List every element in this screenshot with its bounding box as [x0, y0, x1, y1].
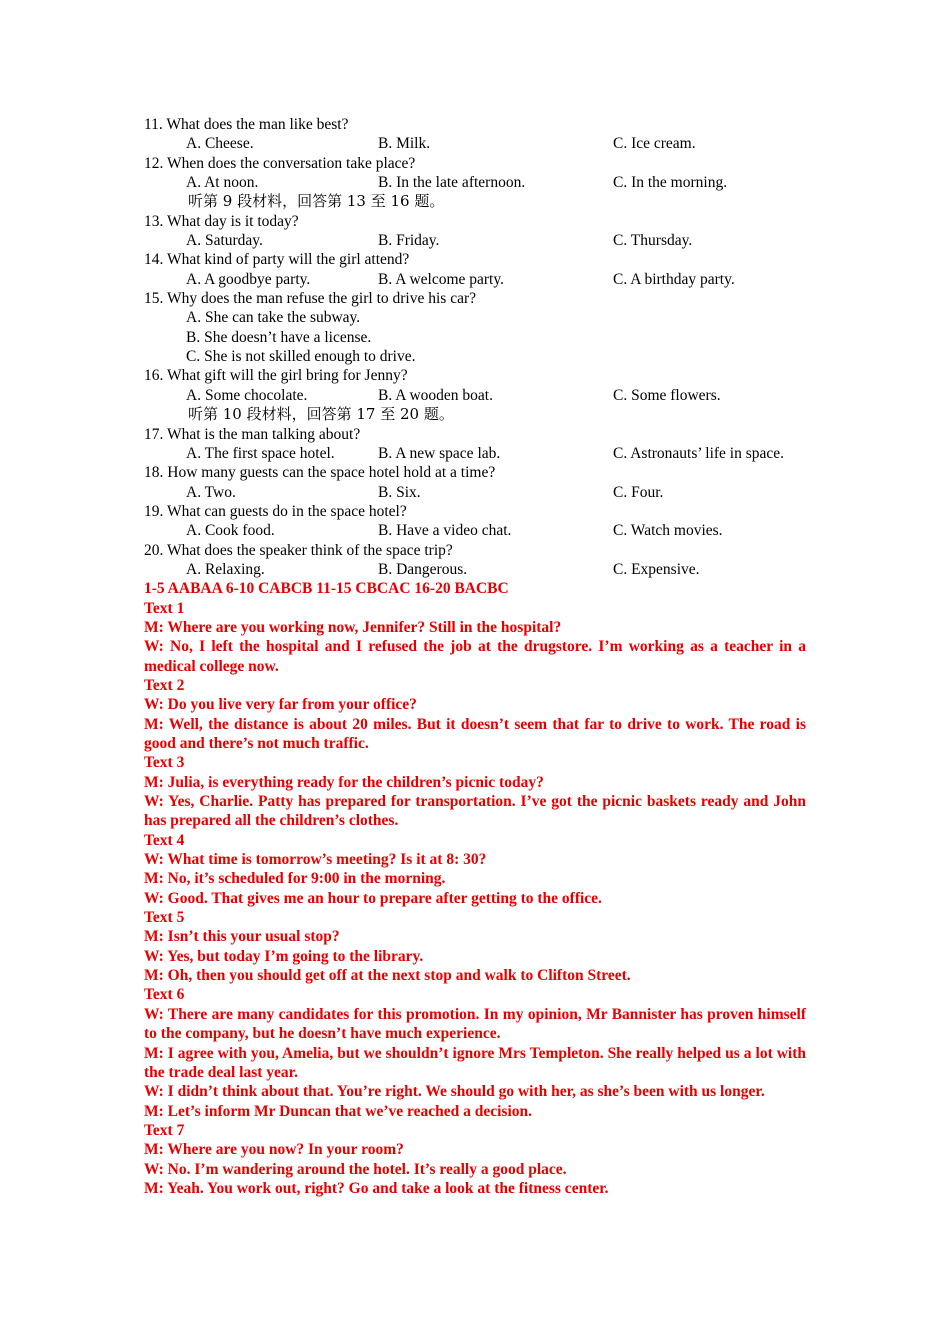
option-a: A. Two.: [186, 483, 236, 501]
question-13: 13. What day is it today?: [144, 212, 299, 230]
option-b: B. Dangerous.: [378, 560, 468, 578]
option-c: C. She is not skilled enough to drive.: [186, 348, 416, 366]
transcript-line: M: Where are you working now, Jennifer? Still in the hospital?: [144, 618, 562, 636]
transcript-line: M: Where are you now? In your room?: [144, 1141, 404, 1159]
option-b: B. She doesn’t have a license.: [186, 328, 372, 346]
option-c: C. Four.: [613, 483, 664, 501]
transcript-line: Text 3: [144, 754, 185, 772]
question-11: 11. What does the man like best?: [144, 116, 349, 133]
section-note-9: 听第 9 段材料，回答第 13 至 16 题。: [188, 192, 445, 211]
transcript-line: Text 5: [144, 909, 185, 927]
question-15: 15. Why does the man refuse the girl to drive his car?: [144, 290, 477, 308]
transcript-line: W: Yes, Charlie. Patty has prepared for transportation. I’ve got the picnic baskets ready and John has prepared all the children’s clothes.: [144, 793, 806, 830]
transcript-line: M: Julia, is everything ready for the children’s picnic today?: [144, 773, 544, 791]
option-a: A. Some chocolate.: [186, 386, 308, 404]
options-14: [144, 270, 806, 289]
option-c: C. Thursday.: [613, 232, 693, 250]
transcript-line: W: I didn’t think about that. You’re right. We should go with her, as she’s been with us longer.: [144, 1083, 765, 1101]
question-19: 19. What can guests do in the space hotel?: [144, 502, 407, 520]
question-14: 14. What kind of party will the girl attend?: [144, 251, 410, 269]
option-b: B. Friday.: [378, 232, 440, 250]
option-a: A. Saturday.: [186, 232, 263, 250]
option-c: C. Watch movies.: [613, 522, 723, 540]
options-13: [144, 231, 806, 250]
transcript-line: Text 7: [144, 1121, 185, 1139]
option-a: A. The first space hotel.: [186, 444, 335, 462]
transcript-line: M: I agree with you, Amelia, but we shouldn’t ignore Mrs Templeton. She really helped us a lot with the trade deal last year.: [144, 1044, 806, 1081]
options-18: [144, 483, 806, 502]
transcript-line: M: Well, the distance is about 20 miles. But it doesn’t seem that far to drive to work. The road is good and there’s not much traffic.: [144, 715, 806, 752]
transcript-line: Text 1: [144, 599, 185, 617]
question-17: 17. What is the man talking about?: [144, 425, 361, 443]
transcript-line: M: Let’s inform Mr Duncan that we’ve reached a decision.: [144, 1102, 533, 1120]
transcript-line: W: Yes, but today I’m going to the library.: [144, 947, 424, 965]
option-c: C. Expensive.: [613, 560, 700, 578]
option-b: B. A welcome party.: [378, 270, 504, 288]
option-c: C. Astronauts’ life in space.: [613, 444, 785, 462]
option-a: A. At noon.: [186, 174, 259, 192]
option-a: A. Cook food.: [186, 522, 275, 540]
option-b: B. A wooden boat.: [378, 386, 493, 404]
option-b: B. Have a video chat.: [378, 522, 512, 540]
section-note-10: 听第 10 段材料，回答第 17 至 20 题。: [188, 405, 454, 424]
option-a: A. Relaxing.: [186, 560, 265, 578]
option-b: B. A new space lab.: [378, 444, 501, 462]
options-16: [144, 386, 806, 405]
transcript-line: W: No, I left the hospital and I refused the job at the drugstore. I’m working as a teacher in a medical college now.: [144, 638, 806, 675]
options-17: [144, 444, 806, 463]
option-a: A. A goodbye party.: [186, 270, 311, 288]
option-c: C. In the morning.: [613, 174, 728, 192]
option-b: B. Six.: [378, 483, 421, 501]
option-b: B. In the late afternoon.: [378, 174, 526, 192]
answer-key: 1-5 AABAA 6-10 CABCB 11-15 CBCAC 16-20 BACBC: [144, 580, 509, 598]
option-a: A. She can take the subway.: [186, 309, 361, 327]
options-20: [144, 560, 806, 579]
option-c: C. A birthday party.: [613, 270, 735, 288]
transcript-line: Text 6: [144, 986, 185, 1004]
options-19: [144, 521, 806, 540]
transcript-line: Text 4: [144, 831, 185, 849]
question-12: 12. When does the conversation take place?: [144, 154, 416, 172]
question-20: 20. What does the speaker think of the space trip?: [144, 541, 453, 559]
transcript-line: M: Oh, then you should get off at the next stop and walk to Clifton Street.: [144, 967, 631, 985]
option-b: B. Milk.: [378, 135, 431, 153]
option-a: A. Cheese.: [186, 135, 254, 153]
option-c: C. Ice cream.: [613, 135, 696, 153]
transcript-line: W: What time is tomorrow’s meeting? Is it at 8: 30?: [144, 851, 487, 869]
options-12: [144, 173, 806, 192]
question-18: 18. How many guests can the space hotel hold at a time?: [144, 464, 496, 482]
transcript-line: M: Isn’t this your usual stop?: [144, 928, 340, 946]
transcript-line: Text 2: [144, 676, 185, 694]
transcript-line: W: Do you live very far from your office?: [144, 696, 417, 714]
question-16: 16. What gift will the girl bring for Jenny?: [144, 367, 408, 385]
document-page: [144, 115, 806, 1198]
transcript-line: W: There are many candidates for this promotion. In my opinion, Mr Bannister has proven himself to the company, but he doesn’t have much experience.: [144, 1005, 806, 1043]
transcript-line: M: No, it’s scheduled for 9:00 in the morning.: [144, 870, 446, 888]
transcript-line: W: Good. That gives me an hour to prepare after getting to the office.: [144, 889, 602, 907]
option-c: C. Some flowers.: [613, 386, 721, 404]
options-11: [144, 134, 806, 153]
transcript-line: W: No. I’m wandering around the hotel. It’s really a good place.: [144, 1160, 567, 1178]
transcript-line: M: Yeah. You work out, right? Go and take a look at the fitness center.: [144, 1179, 609, 1197]
